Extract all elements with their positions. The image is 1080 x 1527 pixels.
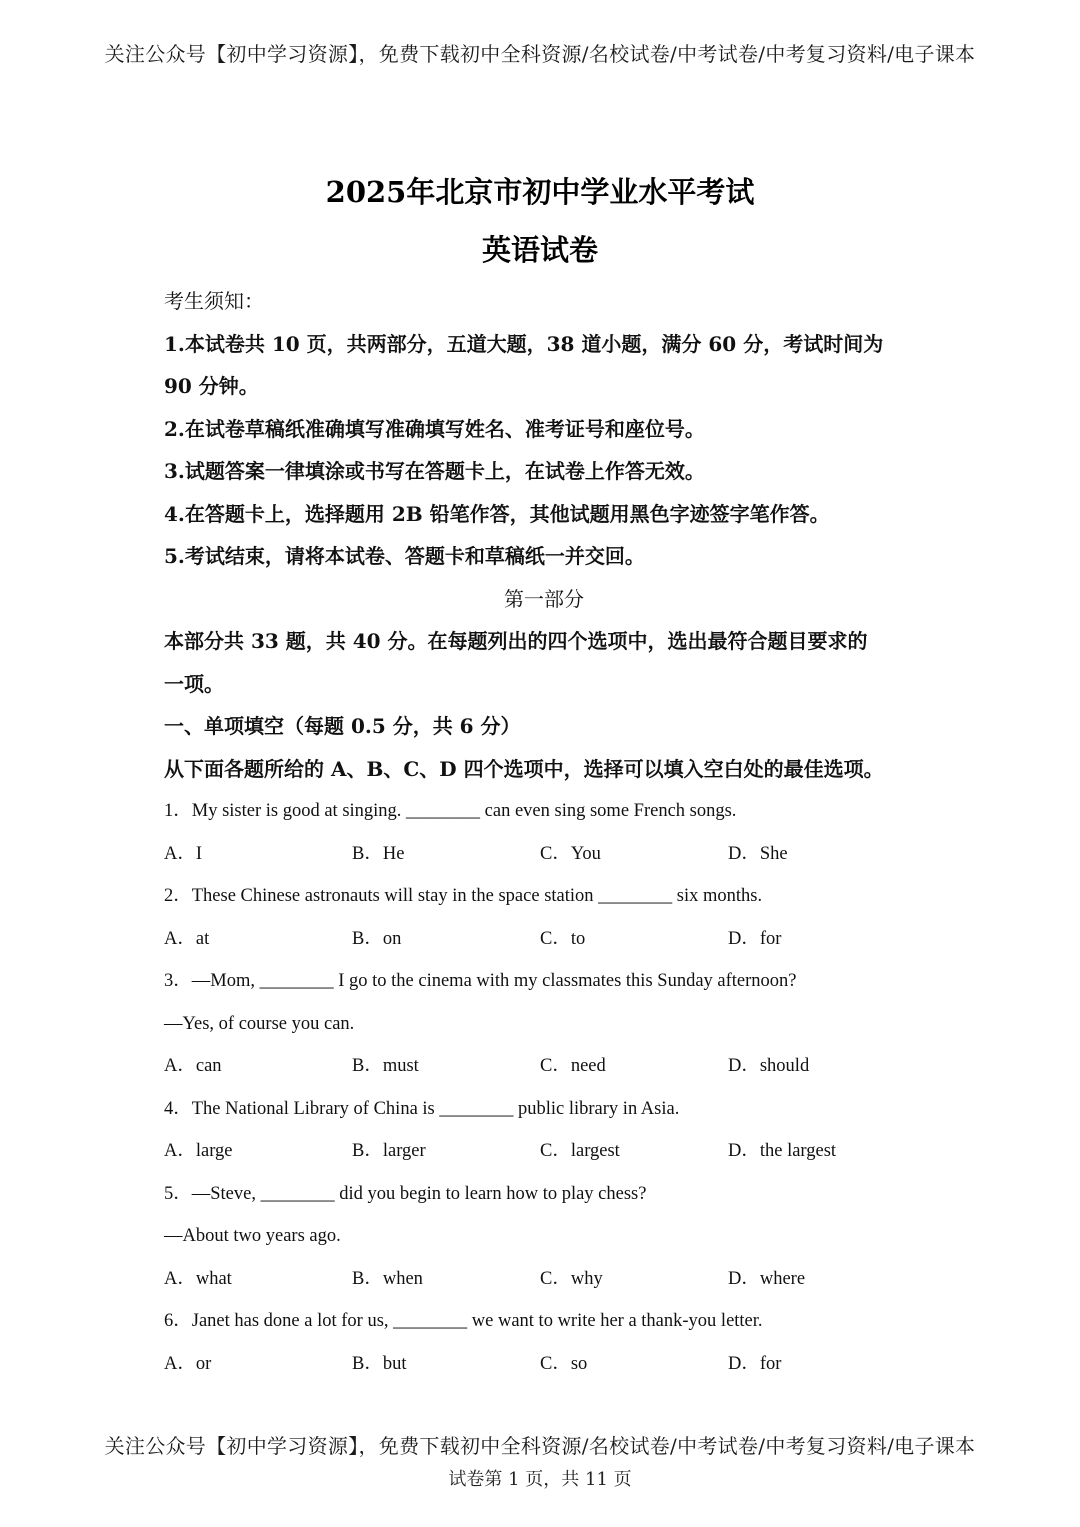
question-stem: 4．The National Library of China is ________ public library in Asia. — [164, 1098, 680, 1119]
option-b: B．when — [352, 1268, 423, 1289]
question-options — [164, 918, 924, 961]
option-b: B．but — [352, 1353, 407, 1374]
top-promo-banner: 关注公众号【初中学习资源】，免费下载初中全科资源/名校试卷/中考试卷/中考复习资料/电子课本 — [104, 42, 976, 66]
option-b: B．larger — [352, 1141, 426, 1161]
part-title: 第一部分 — [504, 586, 584, 611]
option-d: D．should — [728, 1056, 810, 1076]
option-a: A．can — [164, 1056, 222, 1076]
option-c: C．need — [540, 1056, 606, 1076]
option-d: D．for — [728, 928, 782, 949]
exam-content — [164, 280, 924, 1385]
exam-title: 2025年北京市初中学业水平考试 — [325, 175, 755, 209]
question-response: —Yes, of course you can. — [164, 1013, 355, 1034]
page-number-footer: 试卷第 1 页，共 11 页 — [448, 1469, 632, 1490]
notice-line: 3.试题答案一律填涂或书写在答题卡上，在试卷上作答无效。 — [164, 459, 705, 483]
option-c: C．to — [540, 928, 586, 949]
option-c: C．why — [540, 1268, 603, 1289]
part-intro-line: 本部分共 33 题，共 40 分。在每题列出的四个选项中，选出最符合题目要求的 — [164, 629, 868, 653]
notice-line: 2.在试卷草稿纸准确填写准确填写姓名、准考证号和座位号。 — [164, 416, 705, 441]
bottom-promo-banner: 关注公众号【初中学习资源】，免费下载初中全科资源/名校试卷/中考试卷/中考复习资料/电子课本 — [104, 1434, 976, 1458]
notice-heading: 考生须知： — [164, 289, 264, 313]
notice-line: 90 分钟。 — [164, 374, 259, 398]
option-a: A．at — [164, 928, 210, 949]
option-d: D．She — [728, 843, 788, 864]
question-options — [164, 1045, 924, 1088]
question-stem: 5．—Steve, ________ did you begin to learn how to play chess? — [164, 1183, 647, 1204]
question-response: —About two years ago. — [164, 1226, 341, 1246]
option-d: D．the largest — [728, 1141, 837, 1161]
option-d: D．for — [728, 1353, 782, 1374]
option-b: B．on — [352, 928, 402, 949]
option-a: A．I — [164, 843, 203, 864]
option-c: C．largest — [540, 1141, 620, 1161]
exam-subtitle: 英语试卷 — [481, 233, 598, 267]
option-a: A．what — [164, 1268, 232, 1289]
question-stem: 1．My sister is good at singing. ________ can even sing some French songs. — [164, 801, 737, 821]
option-a: A．large — [164, 1141, 233, 1161]
question-stem: 3．—Mom, ________ I go to the cinema with my classmates this Sunday afternoon? — [164, 971, 797, 991]
notice-line: 4.在答题卡上，选择题用 2B 铅笔作答，其他试题用黑色字迹签字笔作答。 — [164, 501, 830, 526]
part-intro-line: 一项。 — [164, 671, 224, 696]
option-c: C．so — [540, 1353, 588, 1374]
option-d: D．where — [728, 1268, 806, 1289]
option-c: C．You — [540, 843, 601, 864]
question-options — [164, 1258, 924, 1301]
question-options — [164, 833, 924, 876]
question-stem: 2．These Chinese astronauts will stay in the space station ________ six months. — [164, 886, 763, 906]
question-options — [164, 1130, 924, 1173]
option-b: B．He — [352, 843, 405, 864]
section-title: 一、单项填空（每题 0.5 分，共 6 分） — [164, 714, 521, 738]
section-instruction: 从下面各题所给的 A、B、C、D 四个选项中，选择可以填入空白处的最佳选项。 — [164, 756, 884, 781]
option-a: A．or — [164, 1353, 212, 1374]
option-b: B．must — [352, 1056, 419, 1076]
question-stem: 6．Janet has done a lot for us, ________ we want to write her a thank-you letter. — [164, 1311, 763, 1331]
notice-line: 1.本试卷共 10 页，共两部分，五道大题，38 道小题，满分 60 分，考试时间为 — [164, 331, 884, 356]
notice-line: 5.考试结束，请将本试卷、答题卡和草稿纸一并交回。 — [164, 544, 645, 568]
question-options — [164, 1343, 924, 1386]
